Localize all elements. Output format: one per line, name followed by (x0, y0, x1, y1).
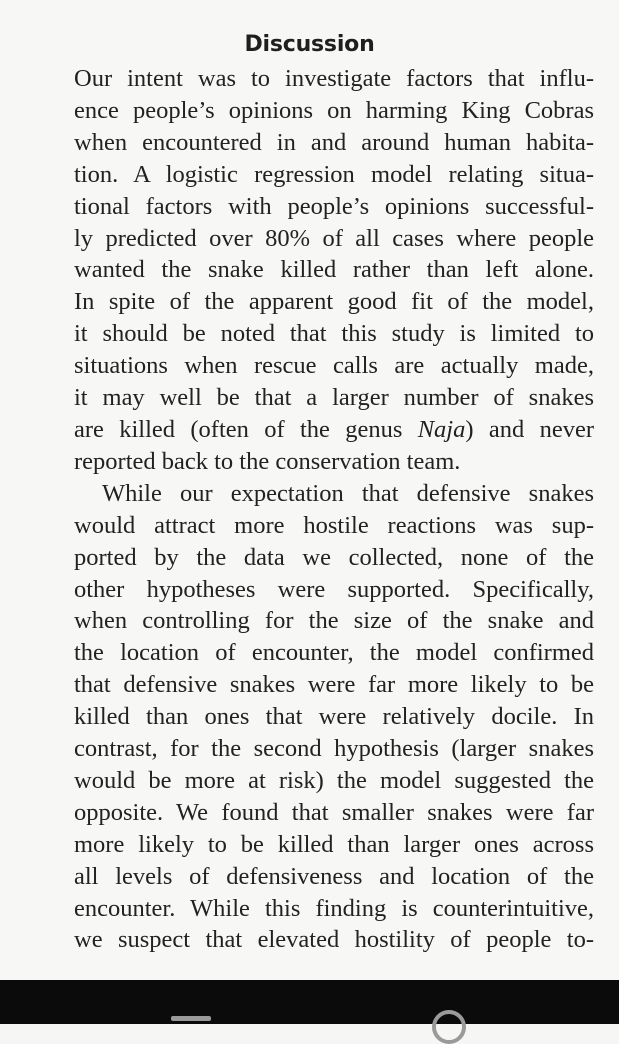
recents-bar-icon[interactable] (171, 1016, 211, 1021)
text-line: would attract more hostile reactions was sup- (74, 511, 594, 539)
text-line: In spite of the apparent good fit of the model, (74, 288, 594, 316)
text-line: tional factors with people’s opinions successful- (74, 192, 594, 220)
text-line: ported by the data we collected, none of the (74, 543, 594, 571)
text-line: the location of encounter, the model confirmed (74, 639, 594, 667)
text-line: more likely to be killed than larger ones across (74, 830, 594, 858)
text-line: when controlling for the size of the snake and (74, 607, 594, 635)
text-line: all levels of defensiveness and location of the (74, 862, 594, 890)
text-line: that defensive snakes were far more likely to be (74, 671, 594, 699)
text-line-with-italic (74, 414, 594, 446)
text-line: ence people’s opinions on harming King Cobras (74, 96, 594, 124)
text-line: While our expectation that defensive snakes (102, 479, 594, 507)
home-circle-icon[interactable] (432, 1010, 466, 1044)
navigation-bar (0, 980, 619, 1024)
text-line: contrast, for the second hypothesis (larger snakes (74, 735, 594, 763)
text-line: situations when rescue calls are actually made, (74, 352, 594, 380)
text-line: other hypotheses were supported. Specifically, (74, 575, 594, 603)
text-line: we suspect that elevated hostility of people to- (74, 926, 594, 954)
text-line: would be more at risk) the model suggested the (74, 766, 594, 794)
text-fragment: ) and never (465, 415, 594, 443)
text-fragment: are killed (often of the genus (74, 415, 418, 443)
text-line: tion. A logistic regression model relating situa- (74, 160, 594, 188)
section-heading: Discussion (244, 32, 375, 57)
paragraph-1 (74, 63, 594, 478)
text-line: wanted the snake killed rather than left alone. (74, 256, 594, 284)
text-line: it should be noted that this study is limited to (74, 320, 594, 348)
text-line: when encountered in and around human habita- (74, 128, 594, 156)
text-line: encounter. While this finding is counterintuitive, (74, 894, 594, 922)
genus-name-italic: Naja (417, 415, 466, 443)
body-text (74, 63, 594, 956)
text-line: Our intent was to investigate factors that influ- (74, 65, 594, 92)
text-line: reported back to the conservation team. (74, 447, 461, 475)
text-line: opposite. We found that smaller snakes were far (74, 798, 594, 826)
text-line: killed than ones that were relatively docile. In (74, 703, 594, 731)
text-line: it may well be that a larger number of snakes (74, 384, 594, 412)
text-line: ly predicted over 80% of all cases where people (74, 224, 594, 252)
paragraph-2 (74, 478, 594, 957)
